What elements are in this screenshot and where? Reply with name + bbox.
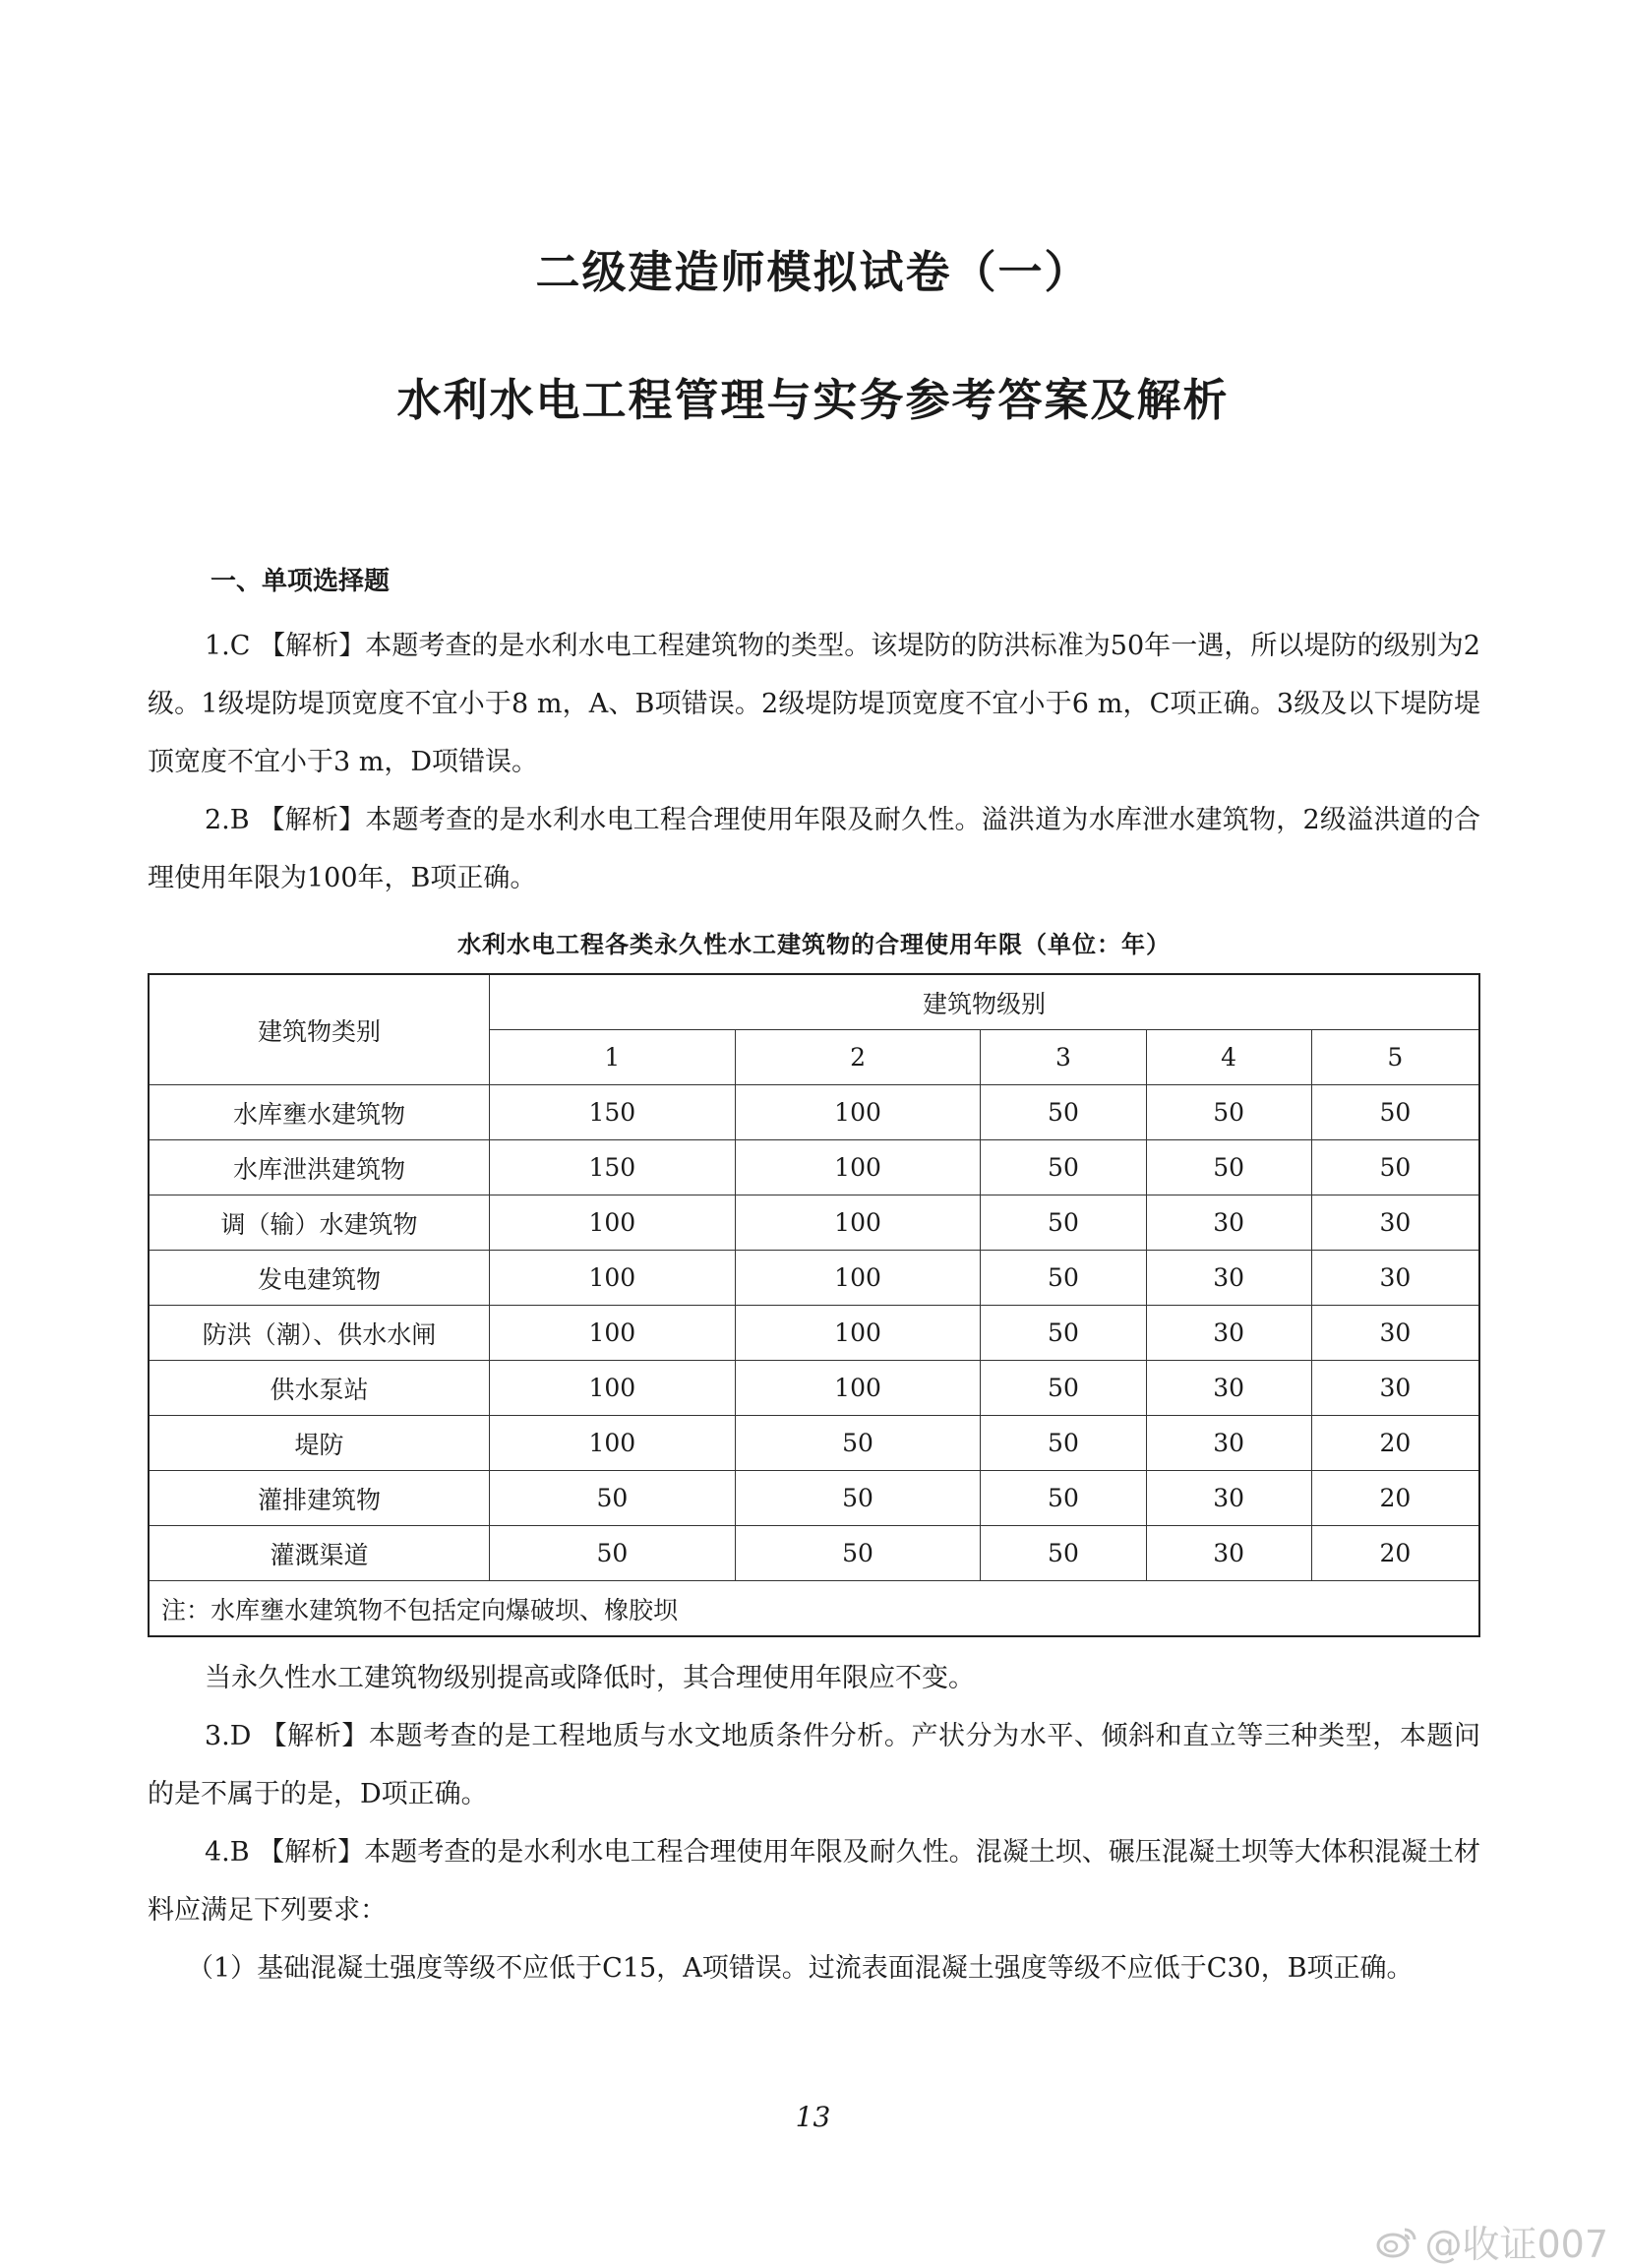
analysis-tag: 【解析】 — [258, 805, 366, 835]
analysis-tag: 【解析】 — [258, 1837, 365, 1868]
table-cell: 100 — [735, 1361, 981, 1416]
analysis-tag: 【解析】 — [260, 1721, 369, 1751]
table-caption: 水利水电工程各类永久性水工建筑物的合理使用年限（单位：年） — [457, 931, 1171, 958]
table-cell: 30 — [1146, 1251, 1311, 1306]
table-row — [149, 1085, 1479, 1140]
table-cell: 50 — [490, 1471, 736, 1526]
table-cell: 100 — [735, 1251, 981, 1306]
grade-cell: 5 — [1311, 1030, 1479, 1085]
answer-q4-item1: （1）基础混凝土强度等级不应低于C15，A项错误。过流表面混凝土强度等级不应低于C30，B项正确。 — [187, 1953, 1414, 1984]
grade-cell: 2 — [735, 1030, 981, 1085]
table-row — [149, 1140, 1479, 1195]
table-row — [149, 1306, 1479, 1361]
table-cell: 30 — [1146, 1361, 1311, 1416]
row-name: 发电建筑物 — [149, 1251, 490, 1306]
answer-text: 本题考查的是水利水电工程合理使用年限及耐久性。溢洪道为水库泄水建筑物，2级溢洪道的合理使用年限为100年，B项正确。 — [148, 805, 1481, 893]
table-cell: 100 — [735, 1306, 981, 1361]
table-cell: 50 — [981, 1526, 1146, 1581]
table-cell: 50 — [981, 1195, 1146, 1251]
answer-q3 — [148, 1707, 1480, 1823]
section-heading: 一、单项选择题 — [211, 567, 391, 596]
table-cell: 150 — [490, 1085, 736, 1140]
table-cell: 50 — [490, 1526, 736, 1581]
paper-title: 二级建造师模拟试卷（一） — [535, 246, 1091, 298]
watermark — [1375, 2214, 1608, 2268]
table-cell: 30 — [1311, 1306, 1479, 1361]
answer-number: 3.D — [205, 1721, 252, 1751]
service-life-table — [148, 973, 1480, 1637]
table-row — [149, 1471, 1479, 1526]
grade-cell: 3 — [981, 1030, 1146, 1085]
analysis-tag: 【解析】 — [259, 631, 366, 661]
row-name: 水库泄洪建筑物 — [149, 1140, 490, 1195]
answer-q4 — [148, 1823, 1480, 1939]
table-cell: 100 — [735, 1195, 981, 1251]
table-cell: 150 — [490, 1140, 736, 1195]
paper-subtitle: 水利水电工程管理与实务参考答案及解析 — [396, 374, 1230, 426]
page-number: 13 — [795, 2101, 831, 2133]
table-cell: 100 — [490, 1416, 736, 1471]
table-cell: 30 — [1311, 1195, 1479, 1251]
table-cell: 100 — [490, 1361, 736, 1416]
table-cell: 50 — [1146, 1085, 1311, 1140]
table-remark: 当永久性水工建筑物级别提高或降低时，其合理使用年限应不变。 — [205, 1663, 975, 1693]
answer-q2 — [148, 791, 1480, 907]
table-cell: 100 — [735, 1085, 981, 1140]
table-cell: 30 — [1146, 1526, 1311, 1581]
table-cell: 20 — [1311, 1526, 1479, 1581]
table-cell: 50 — [981, 1416, 1146, 1471]
table-cell: 50 — [735, 1471, 981, 1526]
table-cell: 100 — [490, 1195, 736, 1251]
table-cell: 50 — [1146, 1140, 1311, 1195]
table-row — [149, 1526, 1479, 1581]
table-cell: 100 — [735, 1140, 981, 1195]
grade-cell: 1 — [490, 1030, 736, 1085]
weibo-icon — [1375, 2224, 1418, 2259]
answer-text: 本题考查的是水利水电工程建筑物的类型。该堤防的防洪标准为50年一遇，所以堤防的级别为2级。1级堤防堤顶宽度不宜小于8 m，A、B项错误。2级堤防堤顶宽度不宜小于6 m，C项正确。3级及以下堤防堤顶宽度不宜小于3 m，D项错误。 — [148, 631, 1480, 777]
table-cell: 30 — [1146, 1306, 1311, 1361]
answer-q1 — [148, 617, 1480, 791]
table-cell: 30 — [1311, 1251, 1479, 1306]
table-cell: 50 — [1311, 1140, 1479, 1195]
table-row — [149, 1195, 1479, 1251]
answer-text: 本题考查的是水利水电工程合理使用年限及耐久性。混凝土坝、碾压混凝土坝等大体积混凝土材料应满足下列要求： — [148, 1837, 1481, 1926]
table-row — [149, 1251, 1479, 1306]
table-cell: 50 — [981, 1251, 1146, 1306]
table-cell: 50 — [735, 1416, 981, 1471]
table-cell: 50 — [1311, 1085, 1479, 1140]
table-cell: 50 — [981, 1306, 1146, 1361]
table-cell: 50 — [981, 1085, 1146, 1140]
answer-content — [148, 561, 1480, 1997]
table-cell: 50 — [981, 1140, 1146, 1195]
watermark-text: @收证007 — [1424, 2223, 1608, 2266]
table-cell: 30 — [1146, 1416, 1311, 1471]
table-cell: 100 — [490, 1251, 736, 1306]
answer-number: 2.B — [205, 805, 250, 835]
table-cell: 20 — [1311, 1471, 1479, 1526]
answer-number: 1.C — [205, 631, 251, 661]
row-name: 灌排建筑物 — [149, 1471, 490, 1526]
table-cell: 50 — [981, 1361, 1146, 1416]
row-name: 防洪（潮）、供水水闸 — [149, 1306, 490, 1361]
answer-number: 4.B — [205, 1837, 250, 1868]
grade-cell: 4 — [1146, 1030, 1311, 1085]
row-name: 水库壅水建筑物 — [149, 1085, 490, 1140]
grade-header: 建筑物级别 — [490, 974, 1480, 1030]
table-cell: 30 — [1146, 1195, 1311, 1251]
table-cell: 50 — [735, 1526, 981, 1581]
table-cell: 20 — [1311, 1416, 1479, 1471]
category-header: 建筑物类别 — [149, 974, 490, 1085]
table-cell: 30 — [1146, 1471, 1311, 1526]
row-name: 供水泵站 — [149, 1361, 490, 1416]
answer-text: 本题考查的是工程地质与水文地质条件分析。产状分为水平、倾斜和直立等三种类型，本题问的是不属于的是，D项正确。 — [148, 1721, 1481, 1809]
row-name: 调（输）水建筑物 — [149, 1195, 490, 1251]
table-note: 注：水库壅水建筑物不包括定向爆破坝、橡胶坝 — [149, 1581, 1479, 1637]
table-cell: 30 — [1311, 1361, 1479, 1416]
table-cell: 100 — [490, 1306, 736, 1361]
row-name: 堤防 — [149, 1416, 490, 1471]
row-name: 灌溉渠道 — [149, 1526, 490, 1581]
table-cell: 50 — [981, 1471, 1146, 1526]
table-row — [149, 1361, 1479, 1416]
table-row — [149, 1416, 1479, 1471]
